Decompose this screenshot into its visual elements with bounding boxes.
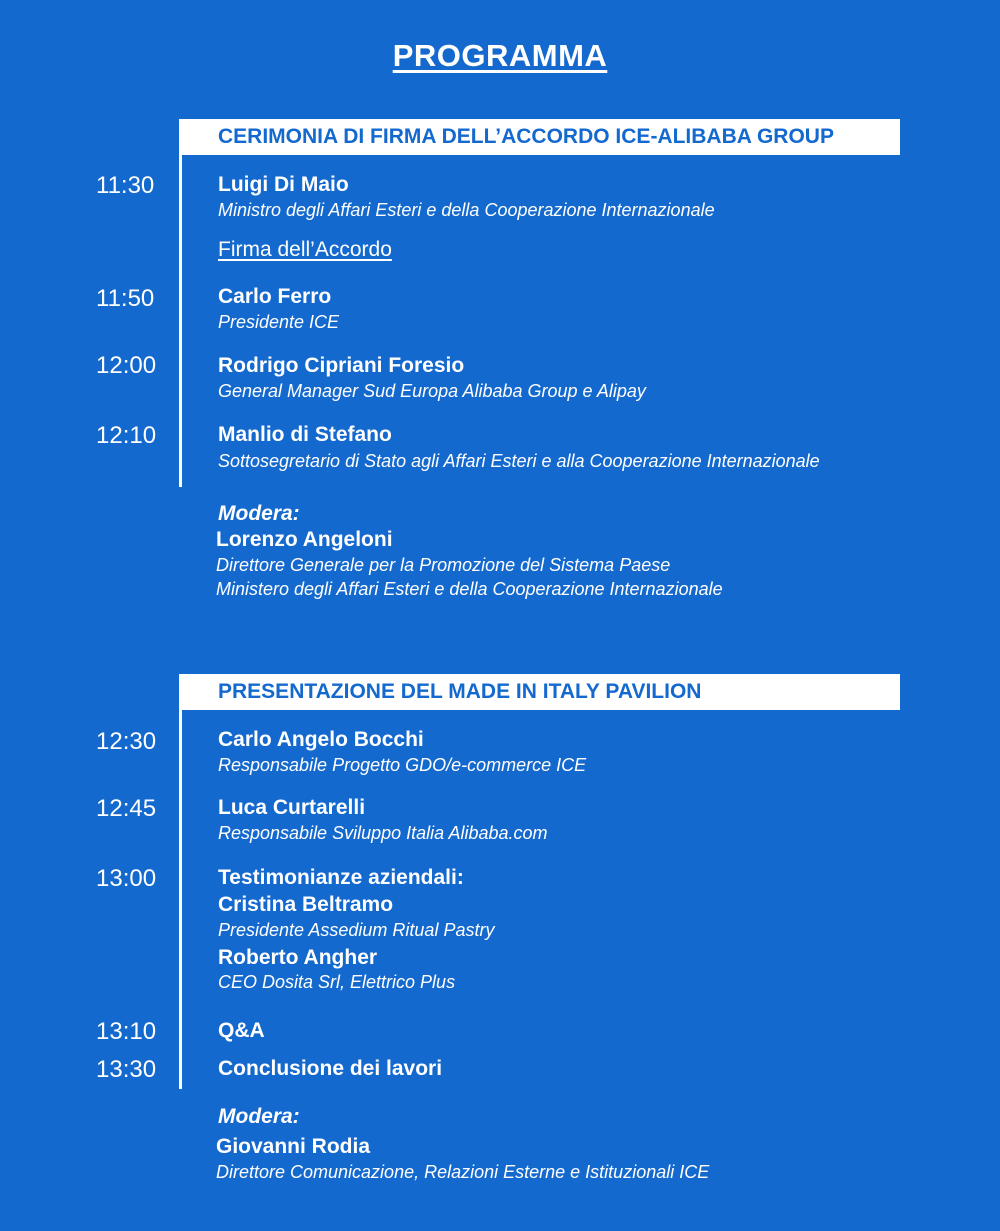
speaker-name: Luigi Di Maio [218, 173, 349, 196]
timeline-divider [179, 674, 182, 1089]
time-slot: 13:10 [96, 1018, 157, 1045]
time-slot: 11:30 [96, 172, 155, 199]
section-header-pavilion: PRESENTAZIONE DEL MADE IN ITALY PAVILION [180, 674, 900, 710]
moderator-label: Modera: [218, 502, 300, 525]
moderator-name: Lorenzo Angeloni [216, 528, 393, 551]
page-title: PROGRAMMA [392, 38, 608, 73]
time-slot: 12:10 [96, 422, 157, 449]
time-slot: 12:45 [96, 795, 157, 822]
time-slot: 12:30 [96, 728, 157, 755]
closing-item: Conclusione dei lavori [218, 1057, 443, 1080]
speaker-name: Cristina Beltramo [218, 893, 394, 916]
qa-item: Q&A [218, 1019, 265, 1042]
speaker-name: Luca Curtarelli [218, 796, 366, 819]
moderator-name: Giovanni Rodia [216, 1135, 371, 1158]
speaker-role: CEO Dosita Srl, Elettrico Plus [218, 972, 456, 992]
speaker-role: Sottosegretario di Stato agli Affari Esteri e alla Cooperazione Internazionale [218, 451, 820, 471]
speaker-role: Ministro degli Affari Esteri e della Cooperazione Internazionale [218, 200, 715, 220]
speaker-name: Roberto Angher [218, 946, 378, 969]
moderator-label: Modera: [218, 1105, 300, 1128]
speaker-role: General Manager Sud Europa Alibaba Group e Alipay [218, 381, 646, 401]
speaker-role: Presidente ICE [218, 312, 340, 332]
section-header-ceremony: CERIMONIA DI FIRMA DELL’ACCORDO ICE-ALIBABA GROUP [180, 119, 900, 155]
time-slot: 11:50 [96, 285, 155, 312]
time-slot: 13:00 [96, 865, 157, 892]
speaker-role: Presidente Assedium Ritual Pastry [218, 920, 495, 940]
timeline-divider [179, 119, 182, 487]
speaker-name: Carlo Ferro [218, 285, 332, 308]
time-slot: 13:30 [96, 1056, 157, 1083]
moderator-role: Ministero degli Affari Esteri e della Cooperazione Internazionale [216, 579, 723, 599]
signing-link[interactable]: Firma dell’Accordo [218, 238, 392, 261]
moderator-role: Direttore Comunicazione, Relazioni Esterne e Istituzionali ICE [216, 1162, 710, 1182]
testimonials-heading: Testimonianze aziendali: [218, 866, 464, 889]
speaker-name: Carlo Angelo Bocchi [218, 728, 424, 751]
moderator-role: Direttore Generale per la Promozione del Sistema Paese [216, 555, 671, 575]
time-slot: 12:00 [96, 352, 157, 379]
speaker-name: Rodrigo Cipriani Foresio [218, 354, 465, 377]
speaker-role: Responsabile Progetto GDO/e-commerce ICE [218, 755, 587, 775]
speaker-name: Manlio di Stefano [218, 423, 392, 446]
speaker-role: Responsabile Sviluppo Italia Alibaba.com [218, 823, 548, 843]
